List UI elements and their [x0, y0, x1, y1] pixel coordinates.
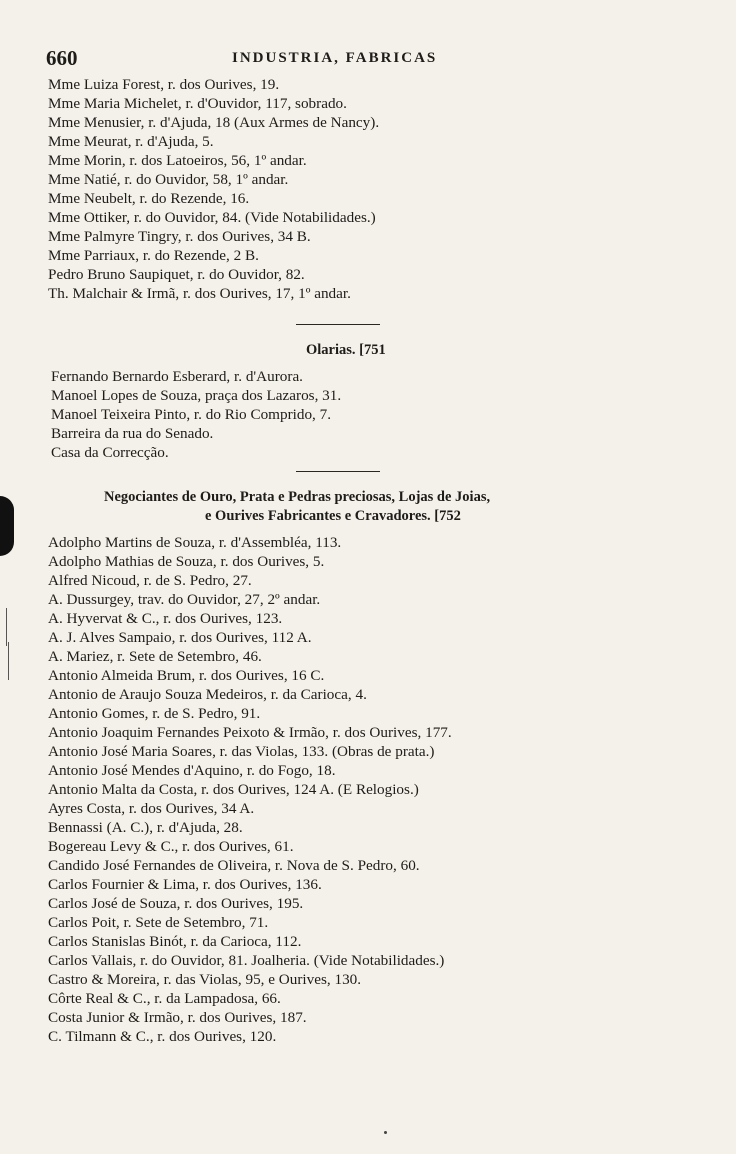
ink-dot: [384, 1131, 387, 1134]
section-title-olarias: Olarias. [751: [306, 342, 386, 358]
list-item: Casa da Correcção.: [51, 444, 169, 461]
list-item: Carlos Vallais, r. do Ouvidor, 81. Joalheria. (Vide Notabilidades.): [48, 952, 445, 969]
list-item: Manoel Lopes de Souza, praça dos Lazaros, 31.: [51, 387, 342, 404]
list-item: Antonio José Mendes d'Aquino, r. do Fogo, 18.: [48, 762, 336, 779]
list-item: Antonio José Maria Soares, r. das Violas, 133. (Obras de prata.): [48, 743, 435, 760]
list-item: Antonio Malta da Costa, r. dos Ourives, 124 A. (E Relogios.): [48, 781, 419, 798]
list-item: Mme Luiza Forest, r. dos Ourives, 19.: [48, 76, 280, 93]
list-item: Mme Palmyre Tingry, r. dos Ourives, 34 B.: [48, 228, 311, 245]
list-item: Antonio Gomes, r. de S. Pedro, 91.: [48, 705, 261, 722]
list-item: Carlos Stanislas Binót, r. da Carioca, 112.: [48, 933, 302, 950]
page-header: [46, 46, 496, 72]
list-item: Carlos José de Souza, r. dos Ourives, 195.: [48, 895, 304, 912]
list-item: Mme Maria Michelet, r. d'Ouvidor, 117, sobrado.: [48, 95, 347, 112]
list-item: Antonio Almeida Brum, r. dos Ourives, 16 C.: [48, 667, 325, 684]
list-item: A. Mariez, r. Sete de Setembro, 46.: [48, 648, 262, 665]
running-head: INDUSTRIA, FABRICAS: [232, 50, 438, 66]
list-item: Mme Ottiker, r. do Ouvidor, 84. (Vide Notabilidades.): [48, 209, 376, 226]
list-item: Castro & Moreira, r. das Violas, 95, e Ourives, 130.: [48, 971, 362, 988]
section-divider: [296, 324, 380, 325]
list-item: Adolpho Martins de Souza, r. d'Assembléa, 113.: [48, 534, 342, 551]
list-item: A. Hyverνat & C., r. dos Ourives, 123.: [48, 610, 283, 627]
list-item: A. J. Alves Sampaio, r. dos Ourives, 112 A.: [48, 629, 312, 646]
list-item: Fernando Bernardo Esberard, r. d'Aurora.: [51, 368, 303, 385]
list-item: Carlos Poit, r. Sete de Setembro, 71.: [48, 914, 269, 931]
list-item: Mme Natié, r. do Ouvidor, 58, 1º andar.: [48, 171, 289, 188]
list-item: Alfred Nicoud, r. de S. Pedro, 27.: [48, 572, 252, 589]
list-item: Costa Junior & Irmão, r. dos Ourives, 187.: [48, 1009, 307, 1026]
list-item: Th. Malchair & Irmã, r. dos Ourives, 17, 1º andar.: [48, 285, 351, 302]
margin-mark: [6, 608, 7, 646]
margin-mark: [8, 642, 9, 680]
list-item: Pedro Bruno Saupiquet, r. do Ouvidor, 82.: [48, 266, 305, 283]
list-item: Bennassi (A. C.), r. d'Ajuda, 28.: [48, 819, 243, 836]
list-item: C. Tilmann & C., r. dos Ourives, 120.: [48, 1028, 277, 1045]
ink-blot: [0, 496, 14, 556]
section-divider: [296, 471, 380, 472]
list-item: Barreira da rua do Senado.: [51, 425, 214, 442]
section-title-negociantes-line1: Negociantes de Ouro, Prata e Pedras preciosas, Lojas de Joias,: [104, 489, 491, 505]
list-item: Bogereau Levy & C., r. dos Ourives, 61.: [48, 838, 294, 855]
list-item: Manoel Teixeira Pinto, r. do Rio Comprido, 7.: [51, 406, 332, 423]
list-item: Mme Meurat, r. d'Ajuda, 5.: [48, 133, 214, 150]
list-item: Mme Morin, r. dos Latoeiros, 56, 1º andar.: [48, 152, 307, 169]
list-item: Mme Menusier, r. d'Ajuda, 18 (Aux Armes de Nancy).: [48, 114, 380, 131]
list-item: Côrte Real & C., r. da Lampadosa, 66.: [48, 990, 281, 1007]
list-item: A. Dussurgey, trav. do Ouvidor, 27, 2º andar.: [48, 591, 321, 608]
section-title-negociantes-line2: e Ourives Fabricantes e Cravadores. [752: [205, 508, 461, 524]
list-item: Ayres Costa, r. dos Ourives, 34 A.: [48, 800, 255, 817]
page-number: 660: [46, 46, 78, 70]
list-item: Antonio de Araujo Souza Medeiros, r. da Carioca, 4.: [48, 686, 367, 703]
list-item: Antonio Joaquim Fernandes Peixoto & Irmão, r. dos Ourives, 177.: [48, 724, 452, 741]
list-item: Mme Neubelt, r. do Rezende, 16.: [48, 190, 250, 207]
list-item: Mme Parriaux, r. do Rezende, 2 B.: [48, 247, 259, 264]
list-item: Candido José Fernandes de Oliveira, r. Nova de S. Pedro, 60.: [48, 857, 420, 874]
list-item: Adolpho Mathias de Souza, r. dos Ourives, 5.: [48, 553, 325, 570]
list-item: Carlos Fournier & Lima, r. dos Ourives, 136.: [48, 876, 322, 893]
